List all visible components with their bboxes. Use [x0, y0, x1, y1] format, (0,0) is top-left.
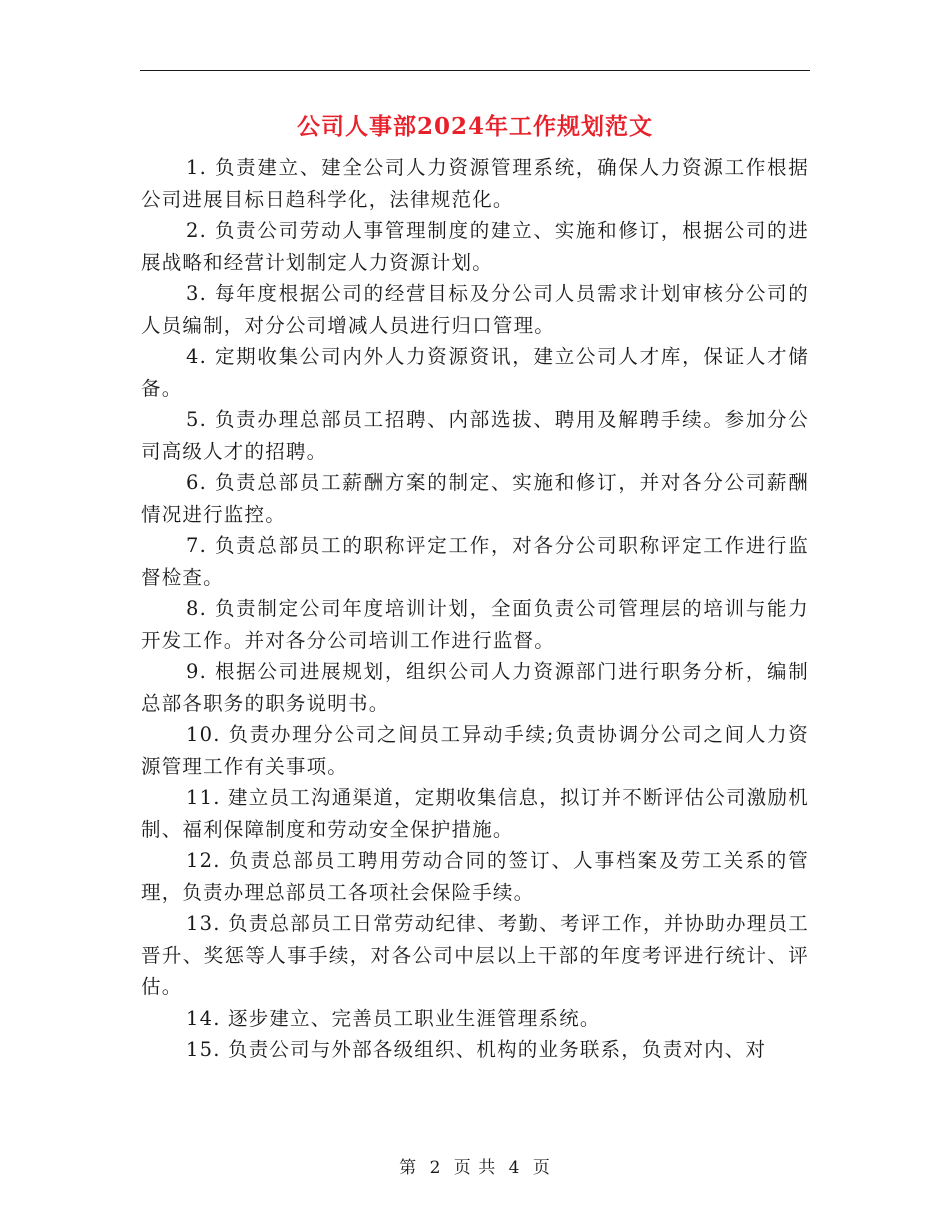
- paragraph-item: 5. 负责办理总部员工招聘、内部选拔、聘用及解聘手续。参加分公司高级人才的招聘。: [141, 408, 809, 463]
- document-body: [141, 152, 809, 1066]
- paragraph-item: 3. 每年度根据公司的经营目标及分公司人员需求计划审核分公司的人员编制，对分公司增减人员进行归口管理。: [141, 282, 809, 337]
- paragraph-item: 8. 负责制定公司年度培训计划，全面负责公司管理层的培训与能力开发工作。并对各分公司培训工作进行监督。: [141, 597, 809, 652]
- paragraph-item: 12. 负责总部员工聘用劳动合同的签订、人事档案及劳工关系的管理，负责办理总部员工各项社会保险手续。: [141, 849, 809, 904]
- paragraph-item: 1. 负责建立、建全公司人力资源管理系统，确保人力资源工作根据公司进展目标日趋科学化，法律规范化。: [141, 156, 809, 211]
- paragraph-item: 6. 负责总部员工薪酬方案的制定、实施和修订，并对各分公司薪酬情况进行监控。: [141, 471, 809, 526]
- footer-page-suffix: 页: [532, 1158, 551, 1178]
- paragraph-item: 2. 负责公司劳动人事管理制度的建立、实施和修订，根据公司的进展战略和经营计划制定人力资源计划。: [141, 219, 809, 274]
- paragraph-item: 10. 负责办理分公司之间员工异动手续;负责协调分公司之间人力资源管理工作有关事项。: [141, 723, 809, 778]
- header-rule: [140, 70, 810, 71]
- paragraph-item: 11. 建立员工沟通渠道，定期收集信息，拟订并不断评估公司激励机制、福利保障制度和劳动安全保护措施。: [141, 786, 809, 841]
- paragraph-item: 15. 负责公司与外部各级组织、机构的业务联系，负责对内、对: [186, 1038, 767, 1061]
- paragraph-item: 7. 负责总部员工的职称评定工作，对各分公司职称评定工作进行监督检查。: [141, 534, 809, 589]
- paragraph-item: 4. 定期收集公司内外人力资源资讯，建立公司人才库，保证人才储备。: [141, 345, 809, 400]
- page-footer: [140, 1153, 810, 1178]
- footer-page-total: 4: [508, 1158, 521, 1178]
- footer-page-current: 2: [429, 1158, 442, 1178]
- paragraph-item: 13. 负责总部员工日常劳动纪律、考勤、考评工作，并协助办理员工晋升、奖惩等人事手续，对各公司中层以上干部的年度考评进行统计、评估。: [141, 912, 809, 998]
- document-title: 公司人事部2024年工作规划范文: [296, 113, 653, 140]
- footer-page-prefix: 第: [399, 1158, 418, 1178]
- paragraph-item: 14. 逐步建立、完善员工职业生涯管理系统。: [186, 1006, 601, 1030]
- footer-page-mid: 页 共: [453, 1158, 497, 1178]
- paragraph-item: 9. 根据公司进展规划，组织公司人力资源部门进行职务分析，编制总部各职务的职务说明书。: [141, 660, 809, 715]
